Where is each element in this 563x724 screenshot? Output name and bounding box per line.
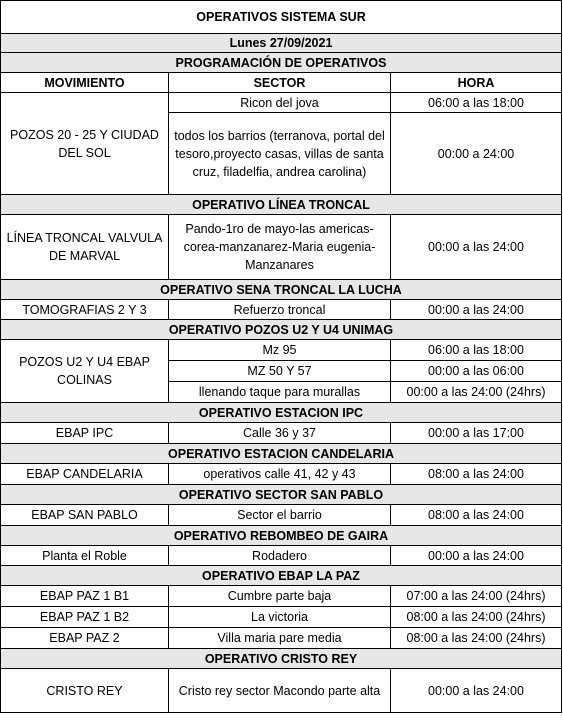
sheet-date: Lunes 27/09/2021: [1, 34, 562, 53]
hora-cell: 00:00 a las 24:00: [391, 215, 562, 280]
sector-cell: Mz 95: [169, 340, 391, 361]
movimiento-cell: CRISTO REY: [1, 669, 169, 713]
section-header-estacion-ipc: OPERATIVO ESTACION IPC: [1, 403, 562, 423]
section-header-programacion: PROGRAMACIÓN DE OPERATIVOS: [1, 53, 562, 73]
section-header-pozos-u2-u4: OPERATIVO POZOS U2 Y U4 UNIMAG: [1, 320, 562, 340]
sector-cell: llenando taque para murallas: [169, 382, 391, 403]
sector-cell: MZ 50 Y 57: [169, 361, 391, 382]
section-header-cristo-rey: OPERATIVO CRISTO REY: [1, 649, 562, 669]
sector-cell: Cumbre parte baja: [169, 586, 391, 607]
table-row: [1, 93, 562, 113]
movimiento-cell: POZOS U2 Y U4 EBAP COLINAS: [1, 340, 169, 403]
hora-cell: 07:00 a las 24:00 (24hrs): [391, 586, 562, 607]
sector-cell: Pando-1ro de mayo-las americas-corea-manzanarez-Maria eugenia-Manzanares: [169, 215, 391, 280]
hora-cell: 00:00 a las 06:00: [391, 361, 562, 382]
sector-cell: Ricon del jova: [169, 93, 391, 113]
table-row: [1, 340, 562, 361]
section-header-estacion-candelaria: OPERATIVO ESTACION CANDELARIA: [1, 444, 562, 464]
table-row: [1, 628, 562, 649]
hora-cell: 00:00 a las 24:00 (24hrs): [391, 382, 562, 403]
table-row: [1, 215, 562, 280]
section-header-san-pablo: OPERATIVO SECTOR SAN PABLO: [1, 485, 562, 505]
table-row: [1, 505, 562, 526]
section-header-rebombeo-gaira: OPERATIVO REBOMBEO DE GAIRA: [1, 526, 562, 546]
sheet-title: OPERATIVOS SISTEMA SUR: [1, 1, 562, 34]
column-header-movimiento: MOVIMIENTO: [1, 73, 169, 93]
sector-cell: Sector el barrio: [169, 505, 391, 526]
hora-cell: 08:00 a las 24:00: [391, 464, 562, 485]
movimiento-cell: Planta el Roble: [1, 546, 169, 566]
hora-cell: 08:00 a las 24:00 (24hrs): [391, 607, 562, 628]
column-header-sector: SECTOR: [169, 73, 391, 93]
hora-cell: 08:00 a las 24:00 (24hrs): [391, 628, 562, 649]
movimiento-cell: EBAP SAN PABLO: [1, 505, 169, 526]
column-header-hora: HORA: [391, 73, 562, 93]
hora-cell: 06:00 a las 18:00: [391, 93, 562, 113]
table-row: [1, 423, 562, 444]
table-row: [1, 546, 562, 566]
sector-cell: Calle 36 y 37: [169, 423, 391, 444]
movimiento-cell: EBAP PAZ 2: [1, 628, 169, 649]
hora-cell: 00:00 a 24:00: [391, 113, 562, 195]
sector-cell: operativos calle 41, 42 y 43: [169, 464, 391, 485]
movimiento-cell: EBAP PAZ 1 B2: [1, 607, 169, 628]
section-header-linea-troncal: OPERATIVO LÍNEA TRONCAL: [1, 195, 562, 215]
table-row: [1, 669, 562, 713]
table-row: [1, 464, 562, 485]
hora-cell: 00:00 a las 17:00: [391, 423, 562, 444]
hora-cell: 08:00 a las 24:00: [391, 505, 562, 526]
sector-cell: Refuerzo troncal: [169, 300, 391, 320]
section-header-ebap-la-paz: OPERATIVO EBAP LA PAZ: [1, 566, 562, 586]
movimiento-cell: EBAP CANDELARIA: [1, 464, 169, 485]
movimiento-cell: EBAP IPC: [1, 423, 169, 444]
hora-cell: 06:00 a las 18:00: [391, 340, 562, 361]
sector-cell: Villa maria pare media: [169, 628, 391, 649]
movimiento-cell: POZOS 20 - 25 Y CIUDAD DEL SOL: [1, 93, 169, 195]
hora-cell: 00:00 a las 24:00: [391, 300, 562, 320]
section-header-sena-troncal: OPERATIVO SENA TRONCAL LA LUCHA: [1, 280, 562, 300]
movimiento-cell: EBAP PAZ 1 B1: [1, 586, 169, 607]
hora-cell: 00:00 a las 24:00: [391, 546, 562, 566]
sector-cell: Cristo rey sector Macondo parte alta: [169, 669, 391, 713]
sector-cell: La victoria: [169, 607, 391, 628]
hora-cell: 00:00 a las 24:00: [391, 669, 562, 713]
sector-cell: Rodadero: [169, 546, 391, 566]
movimiento-cell: TOMOGRAFIAS 2 Y 3: [1, 300, 169, 320]
table-row: [1, 607, 562, 628]
table-row: [1, 586, 562, 607]
sector-cell: todos los barrios (terranova, portal del tesoro,proyecto casas, villas de santa cruz, filadelfia, andrea carolina): [169, 113, 391, 195]
movimiento-cell: LÍNEA TRONCAL VALVULA DE MARVAL: [1, 215, 169, 280]
table-row: [1, 300, 562, 320]
